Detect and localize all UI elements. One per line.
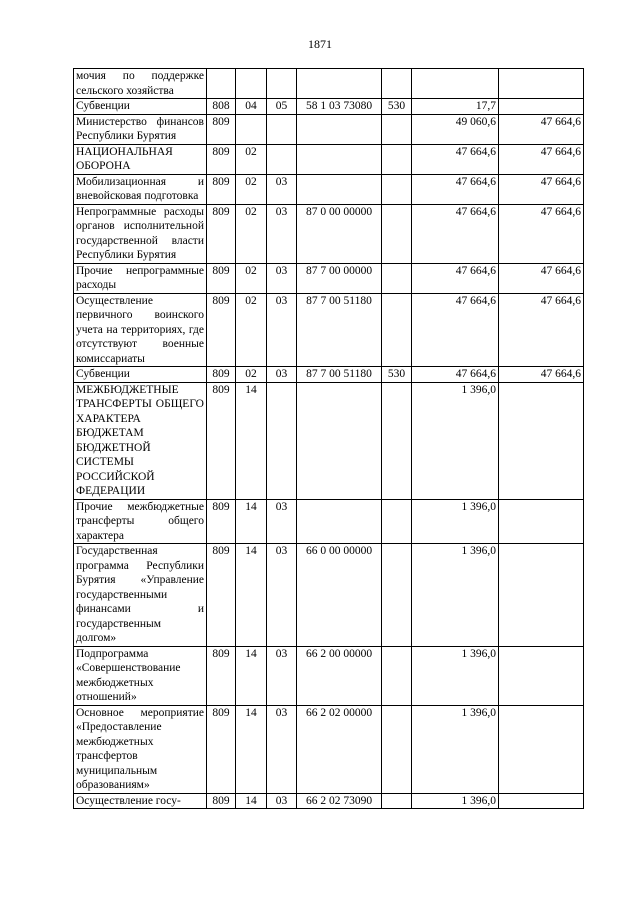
expense-type-cell	[382, 263, 412, 293]
section-code-cell: 02	[236, 293, 267, 367]
section-code-cell: 02	[236, 367, 267, 383]
subsection-code-cell: 03	[267, 293, 297, 367]
target-code-cell	[297, 499, 382, 544]
subsection-code-cell: 03	[267, 544, 297, 647]
table-row	[74, 174, 584, 204]
section-code-cell: 02	[236, 263, 267, 293]
sum-first-year-cell: 47 664,6	[412, 144, 499, 174]
sum-first-year-cell: 49 060,6	[412, 114, 499, 144]
subsection-code-cell: 05	[267, 99, 297, 115]
sum-first-year-cell: 1 396,0	[412, 499, 499, 544]
row-name-cell: Государственная программа Республики Бурятия «Управление государственными финансами и государственным долгом»	[74, 544, 207, 647]
sum-second-year-cell	[499, 793, 584, 809]
section-code-cell: 02	[236, 174, 267, 204]
expense-type-cell	[382, 174, 412, 204]
row-name-cell: Мобилизационная и вневойсковая подготовка	[74, 174, 207, 204]
sum-first-year-cell: 47 664,6	[412, 204, 499, 263]
sum-second-year-cell	[499, 99, 584, 115]
sum-second-year-cell	[499, 69, 584, 99]
ministry-code-cell: 809	[207, 204, 236, 263]
ministry-code-cell: 809	[207, 367, 236, 383]
sum-first-year-cell: 1 396,0	[412, 382, 499, 499]
ministry-code-cell: 809	[207, 499, 236, 544]
subsection-code-cell: 03	[267, 263, 297, 293]
table-row	[74, 204, 584, 263]
section-code-cell: 14	[236, 705, 267, 793]
ministry-code-cell	[207, 69, 236, 99]
target-code-cell: 66 2 00 00000	[297, 646, 382, 705]
sum-second-year-cell	[499, 382, 584, 499]
row-name-cell: Субвенции	[74, 99, 207, 115]
section-code-cell	[236, 114, 267, 144]
target-code-cell: 87 7 00 00000	[297, 263, 382, 293]
page-number: 1871	[308, 37, 332, 51]
table-row	[74, 382, 584, 499]
target-code-cell	[297, 382, 382, 499]
sum-second-year-cell	[499, 646, 584, 705]
expense-type-cell: 530	[382, 367, 412, 383]
ministry-code-cell: 809	[207, 705, 236, 793]
sum-first-year-cell: 1 396,0	[412, 705, 499, 793]
ministry-code-cell: 809	[207, 144, 236, 174]
section-code-cell: 14	[236, 382, 267, 499]
expense-type-cell	[382, 544, 412, 647]
target-code-cell	[297, 144, 382, 174]
section-code-cell: 04	[236, 99, 267, 115]
ministry-code-cell: 809	[207, 114, 236, 144]
target-code-cell	[297, 114, 382, 144]
sum-first-year-cell: 47 664,6	[412, 367, 499, 383]
table-row	[74, 646, 584, 705]
expense-type-cell	[382, 499, 412, 544]
sum-first-year-cell: 1 396,0	[412, 544, 499, 647]
table-row	[74, 293, 584, 367]
table-row	[74, 499, 584, 544]
ministry-code-cell: 809	[207, 382, 236, 499]
row-name-cell: Субвенции	[74, 367, 207, 383]
row-name-cell: Осуществление первичного воинского учета на территориях, где отсутствуют военные комиссариаты	[74, 293, 207, 367]
row-name-cell: Подпрограмма «Совершенствование межбюджетных отношений»	[74, 646, 207, 705]
row-name-cell: Министерство финансов Республики Бурятия	[74, 114, 207, 144]
ministry-code-cell: 808	[207, 99, 236, 115]
section-code-cell: 02	[236, 204, 267, 263]
subsection-code-cell: 03	[267, 705, 297, 793]
row-name-cell: МЕЖБЮДЖЕТНЫЕ ТРАНСФЕРТЫ ОБЩЕГО ХАРАКТЕРА БЮДЖЕТАМ БЮДЖЕТНОЙ СИСТЕМЫ РОССИЙСКОЙ ФЕДЕРАЦИИ	[74, 382, 207, 499]
sum-second-year-cell	[499, 499, 584, 544]
section-code-cell: 14	[236, 646, 267, 705]
ministry-code-cell: 809	[207, 174, 236, 204]
row-name-cell: Основное мероприятие «Предоставление межбюджетных трансфертов муниципальным образованиям»	[74, 705, 207, 793]
target-code-cell	[297, 174, 382, 204]
sum-second-year-cell: 47 664,6	[499, 174, 584, 204]
row-name-cell: Осуществление госу-	[74, 793, 207, 809]
target-code-cell: 58 1 03 73080	[297, 99, 382, 115]
subsection-code-cell	[267, 144, 297, 174]
sum-second-year-cell: 47 664,6	[499, 204, 584, 263]
table-row	[74, 99, 584, 115]
target-code-cell: 66 0 00 00000	[297, 544, 382, 647]
sum-second-year-cell: 47 664,6	[499, 293, 584, 367]
sum-second-year-cell	[499, 544, 584, 647]
expense-type-cell	[382, 705, 412, 793]
table-row	[74, 793, 584, 809]
subsection-code-cell: 03	[267, 367, 297, 383]
sum-second-year-cell: 47 664,6	[499, 263, 584, 293]
sum-second-year-cell: 47 664,6	[499, 144, 584, 174]
table-row	[74, 144, 584, 174]
budget-table	[73, 68, 584, 809]
expense-type-cell	[382, 646, 412, 705]
row-name-cell: Прочие непрограммные расходы	[74, 263, 207, 293]
expense-type-cell	[382, 793, 412, 809]
ministry-code-cell: 809	[207, 646, 236, 705]
subsection-code-cell: 03	[267, 174, 297, 204]
target-code-cell: 66 2 02 73090	[297, 793, 382, 809]
sum-first-year-cell: 1 396,0	[412, 646, 499, 705]
table-row	[74, 69, 584, 99]
section-code-cell: 02	[236, 144, 267, 174]
table-row	[74, 544, 584, 647]
table-row	[74, 263, 584, 293]
subsection-code-cell	[267, 114, 297, 144]
sum-second-year-cell: 47 664,6	[499, 114, 584, 144]
subsection-code-cell	[267, 69, 297, 99]
target-code-cell	[297, 69, 382, 99]
expense-type-cell: 530	[382, 99, 412, 115]
row-name-cell: Прочие межбюджетные трансферты общего характера	[74, 499, 207, 544]
sum-first-year-cell: 1 396,0	[412, 793, 499, 809]
ministry-code-cell: 809	[207, 544, 236, 647]
section-code-cell: 14	[236, 793, 267, 809]
subsection-code-cell: 03	[267, 646, 297, 705]
subsection-code-cell: 03	[267, 793, 297, 809]
table-row	[74, 367, 584, 383]
expense-type-cell	[382, 69, 412, 99]
ministry-code-cell: 809	[207, 793, 236, 809]
row-name-cell: НАЦИОНАЛЬНАЯ ОБОРОНА	[74, 144, 207, 174]
row-name-cell: Непрограммные расходы органов исполнительной государственной власти Республики Бурятия	[74, 204, 207, 263]
target-code-cell: 87 7 00 51180	[297, 367, 382, 383]
target-code-cell: 87 0 00 00000	[297, 204, 382, 263]
expense-type-cell	[382, 293, 412, 367]
sum-first-year-cell: 47 664,6	[412, 293, 499, 367]
expense-type-cell	[382, 382, 412, 499]
sum-first-year-cell: 47 664,6	[412, 263, 499, 293]
sum-first-year-cell	[412, 69, 499, 99]
table-row	[74, 705, 584, 793]
table-row	[74, 114, 584, 144]
subsection-code-cell: 03	[267, 204, 297, 263]
subsection-code-cell: 03	[267, 499, 297, 544]
expense-type-cell	[382, 204, 412, 263]
section-code-cell: 14	[236, 544, 267, 647]
sum-first-year-cell: 17,7	[412, 99, 499, 115]
subsection-code-cell	[267, 382, 297, 499]
row-name-cell: мочия по поддержке сельского хозяйства	[74, 69, 207, 99]
section-code-cell	[236, 69, 267, 99]
expense-type-cell	[382, 144, 412, 174]
sum-first-year-cell: 47 664,6	[412, 174, 499, 204]
sum-second-year-cell: 47 664,6	[499, 367, 584, 383]
target-code-cell: 66 2 02 00000	[297, 705, 382, 793]
ministry-code-cell: 809	[207, 293, 236, 367]
target-code-cell: 87 7 00 51180	[297, 293, 382, 367]
sum-second-year-cell	[499, 705, 584, 793]
section-code-cell: 14	[236, 499, 267, 544]
ministry-code-cell: 809	[207, 263, 236, 293]
expense-type-cell	[382, 114, 412, 144]
